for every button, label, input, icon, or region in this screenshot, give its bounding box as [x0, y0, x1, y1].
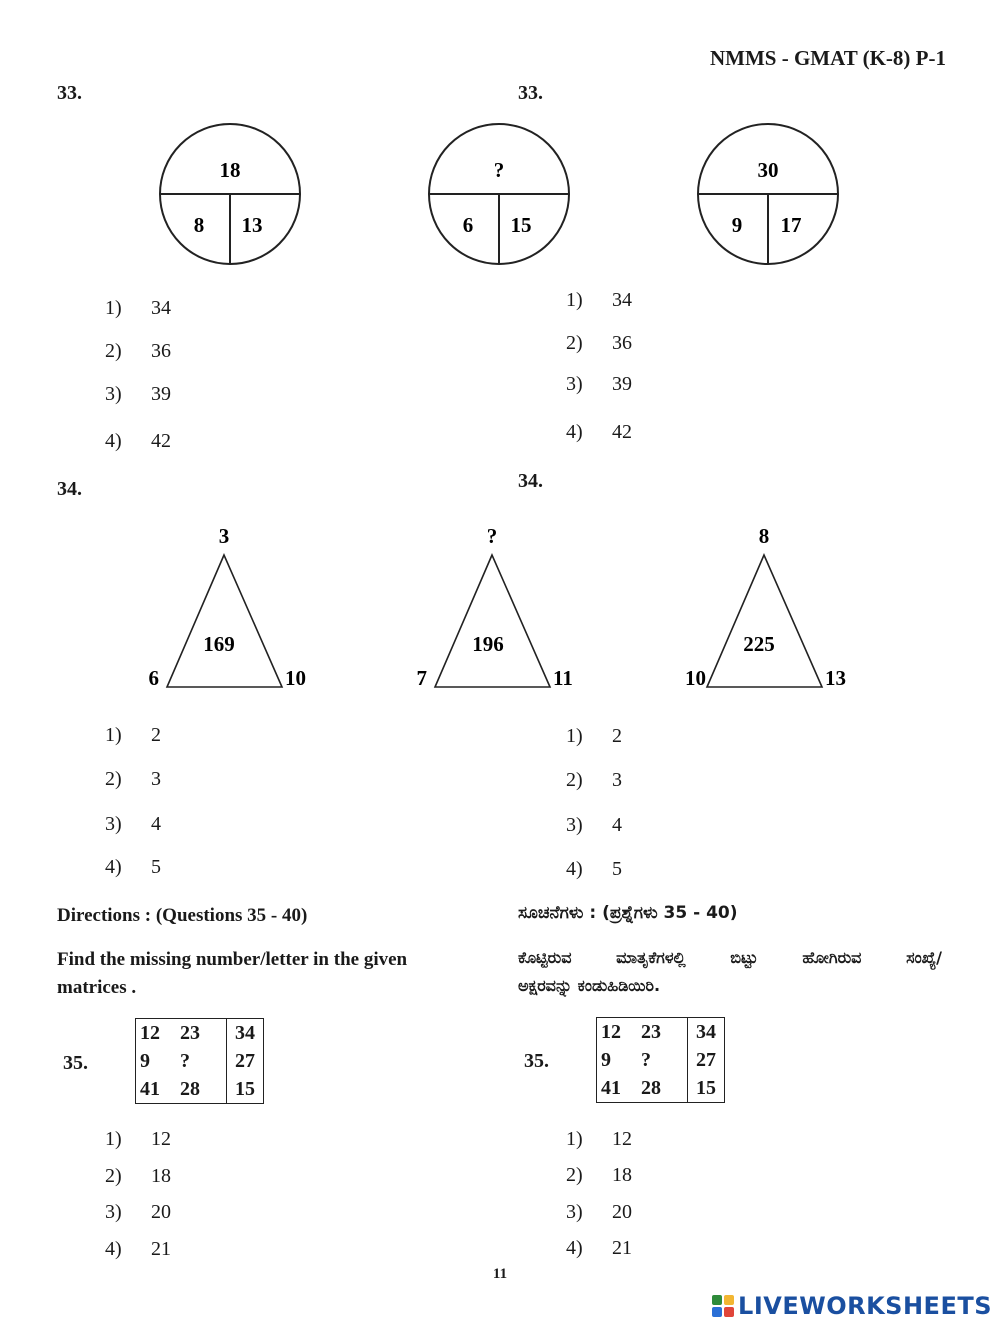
- circle-figure-1: [160, 124, 300, 264]
- matrix-cell: 9: [601, 1049, 611, 1071]
- q35-kn-option-2[interactable]: [566, 1164, 632, 1187]
- liveworksheets-brand-text: LIVEWORKSHEETS: [738, 1292, 992, 1320]
- circle-figure-2: [429, 124, 569, 264]
- option-label: 3): [105, 813, 122, 835]
- option-label: 3): [566, 1201, 583, 1223]
- q33-en-option-2[interactable]: [105, 340, 171, 363]
- question-34-triangle-figures: [0, 515, 1000, 695]
- option-label: 2): [566, 332, 583, 354]
- q34-en-option-3[interactable]: [105, 813, 161, 836]
- triangle-3-center-value: 225: [743, 632, 775, 656]
- question-34-number-kn: 34.: [518, 470, 543, 492]
- option-label: 2): [105, 340, 122, 362]
- circle-figure-3: [698, 124, 838, 264]
- question-35-matrix-en: [135, 1018, 264, 1104]
- q33-kn-option-3[interactable]: [566, 373, 632, 396]
- option-label: 4): [566, 1237, 583, 1259]
- triangle-1-right-value: 10: [285, 666, 306, 690]
- option-value: 21: [151, 1238, 171, 1260]
- option-value: 34: [612, 289, 632, 311]
- circle-3-right-value: 17: [780, 213, 802, 237]
- matrix-cell: 15: [687, 1074, 724, 1102]
- circle-2-top-value: ?: [493, 158, 505, 182]
- q35-en-option-2[interactable]: [105, 1165, 171, 1188]
- option-value: 42: [612, 421, 632, 443]
- option-value: 34: [151, 297, 171, 319]
- matrix-cell: 9: [140, 1050, 150, 1072]
- triangle-2-right-value: 11: [553, 666, 573, 690]
- option-label: 2): [566, 769, 583, 791]
- circle-3-left-value: 9: [731, 213, 743, 237]
- option-value: 5: [612, 858, 622, 880]
- question-34-number-en: 34.: [57, 478, 82, 500]
- q34-kn-option-1[interactable]: [566, 725, 622, 748]
- q33-en-option-3[interactable]: [105, 383, 171, 406]
- liveworksheets-logo-icon: [712, 1295, 734, 1317]
- matrix-cell: 15: [226, 1075, 263, 1103]
- matrix-cell: 41: [140, 1078, 160, 1100]
- circle-3-top-value: 30: [757, 158, 779, 182]
- q35-en-option-1[interactable]: [105, 1128, 171, 1151]
- question-35-number-en: 35.: [63, 1052, 88, 1074]
- q35-kn-option-1[interactable]: [566, 1128, 632, 1151]
- option-label: 2): [105, 1165, 122, 1187]
- option-label: 3): [566, 373, 583, 395]
- triangle-3-left-value: 10: [685, 666, 706, 690]
- question-35-number-kn: 35.: [524, 1050, 549, 1072]
- matrix-cell: 12: [601, 1021, 621, 1043]
- directions-text-kn-line-2: ಅಕ್ಷರವನ್ನು ಕಂಡುಹಿಡಿಯಿರಿ.: [518, 976, 661, 995]
- circle-2-right-value: 15: [510, 213, 532, 237]
- triangle-1-apex-value: 3: [218, 524, 230, 548]
- option-label: 4): [105, 1238, 122, 1260]
- directions-title-en: Directions : (Questions 35 - 40): [57, 905, 308, 926]
- option-value: 20: [612, 1201, 632, 1223]
- directions-text-kn: [518, 944, 942, 1000]
- q33-en-option-4[interactable]: [105, 430, 171, 453]
- option-value: 36: [151, 340, 171, 362]
- circle-1-right-value: 13: [241, 213, 263, 237]
- circle-1-top-value: 18: [219, 158, 241, 182]
- option-value: 18: [612, 1164, 632, 1186]
- triangle-2-center-value: 196: [472, 632, 504, 656]
- option-value: 12: [151, 1128, 171, 1150]
- option-value: 42: [151, 430, 171, 452]
- option-label: 3): [566, 814, 583, 836]
- matrix-cell: 27: [226, 1047, 263, 1075]
- circle-2-left-value: 6: [462, 213, 474, 237]
- option-value: 2: [151, 724, 161, 746]
- directions-text-en-line-1: Find the missing number/letter in the given: [57, 949, 408, 970]
- triangle-1-left-value: 6: [148, 666, 159, 690]
- q33-en-option-1[interactable]: [105, 297, 171, 320]
- q34-kn-option-4[interactable]: [566, 858, 622, 881]
- matrix-row: [597, 1018, 724, 1046]
- option-label: 4): [566, 858, 583, 880]
- q34-kn-option-3[interactable]: [566, 814, 622, 837]
- option-value: 39: [151, 383, 171, 405]
- matrix-row: [597, 1046, 724, 1074]
- liveworksheets-brand[interactable]: [712, 1292, 992, 1320]
- question-33-number-kn: 33.: [518, 82, 543, 104]
- matrix-row: [136, 1019, 263, 1047]
- matrix-row: [597, 1074, 724, 1102]
- option-value: 3: [151, 768, 161, 790]
- option-value: 4: [151, 813, 161, 835]
- question-33-number-en: 33.: [57, 82, 82, 104]
- page-header-title: NMMS - GMAT (K-8) P-1: [709, 46, 946, 70]
- option-value: 36: [612, 332, 632, 354]
- option-label: 1): [105, 297, 122, 319]
- option-value: 3: [612, 769, 622, 791]
- matrix-row: [136, 1047, 263, 1075]
- matrix-cell: 28: [641, 1077, 661, 1099]
- option-value: 2: [612, 725, 622, 747]
- page-number: 11: [492, 1266, 508, 1282]
- matrix-cell: 23: [641, 1021, 661, 1043]
- matrix-cell: 28: [180, 1078, 200, 1100]
- q35-en-option-4[interactable]: [105, 1238, 171, 1261]
- option-label: 3): [105, 1201, 122, 1223]
- q33-kn-option-4[interactable]: [566, 421, 632, 444]
- q35-kn-option-3[interactable]: [566, 1201, 632, 1224]
- triangle-3-apex-value: 8: [758, 524, 770, 548]
- option-label: 4): [566, 421, 583, 443]
- q33-kn-option-2[interactable]: [566, 332, 632, 355]
- triangle-figure-1: [149, 524, 307, 690]
- option-label: 4): [105, 430, 122, 452]
- q34-en-option-4[interactable]: [105, 856, 161, 879]
- option-label: 2): [105, 768, 122, 790]
- directions-title-kn: ಸೂಚನೆಗಳು : (ಪ್ರಶ್ನೆಗಳು 35 - 40): [518, 903, 738, 923]
- matrix-cell: 41: [601, 1077, 621, 1099]
- option-label: 1): [105, 724, 122, 746]
- matrix-cell: ?: [641, 1049, 651, 1071]
- matrix-cell: 12: [140, 1022, 160, 1044]
- directions-text-en: [57, 946, 487, 1002]
- question-35-matrix-kn: [596, 1017, 725, 1103]
- triangle-1-center-value: 169: [203, 632, 235, 656]
- matrix-cell: 23: [180, 1022, 200, 1044]
- matrix-cell: ?: [180, 1050, 190, 1072]
- option-label: 1): [566, 289, 583, 311]
- option-label: 1): [566, 1128, 583, 1150]
- triangle-3-right-value: 13: [825, 666, 846, 690]
- triangle-figure-2: [417, 524, 573, 690]
- option-value: 12: [612, 1128, 632, 1150]
- option-value: 5: [151, 856, 161, 878]
- matrix-cell: 34: [226, 1019, 263, 1047]
- option-label: 4): [105, 856, 122, 878]
- option-label: 1): [105, 1128, 122, 1150]
- triangle-figure-3: [685, 524, 846, 690]
- q34-en-option-2[interactable]: [105, 768, 161, 791]
- directions-text-kn-line-1: ಕೊಟ್ಟಿರುವ ಮಾತೃಕೆಗಳಲ್ಲಿ ಬಿಟ್ಟು ಹೋಗಿರುವ ಸಂಖ್ಯೆ/: [518, 948, 942, 967]
- matrix-row: [136, 1075, 263, 1103]
- option-value: 21: [612, 1237, 632, 1259]
- triangle-2-apex-value: ?: [486, 524, 498, 548]
- q35-kn-option-4[interactable]: [566, 1237, 632, 1260]
- q33-kn-option-1[interactable]: [566, 289, 632, 312]
- option-value: 18: [151, 1165, 171, 1187]
- option-label: 3): [105, 383, 122, 405]
- option-label: 1): [566, 725, 583, 747]
- matrix-cell: 27: [687, 1046, 724, 1074]
- q35-en-option-3[interactable]: [105, 1201, 171, 1224]
- question-33-circle-figures: [0, 110, 1000, 280]
- circle-1-left-value: 8: [193, 213, 205, 237]
- q34-kn-option-2[interactable]: [566, 769, 622, 792]
- matrix-cell: 34: [687, 1018, 724, 1046]
- option-value: 39: [612, 373, 632, 395]
- option-label: 2): [566, 1164, 583, 1186]
- directions-text-en-line-2: matrices .: [57, 977, 137, 998]
- q34-en-option-1[interactable]: [105, 724, 161, 747]
- triangle-2-left-value: 7: [416, 666, 427, 690]
- option-value: 20: [151, 1201, 171, 1223]
- option-value: 4: [612, 814, 622, 836]
